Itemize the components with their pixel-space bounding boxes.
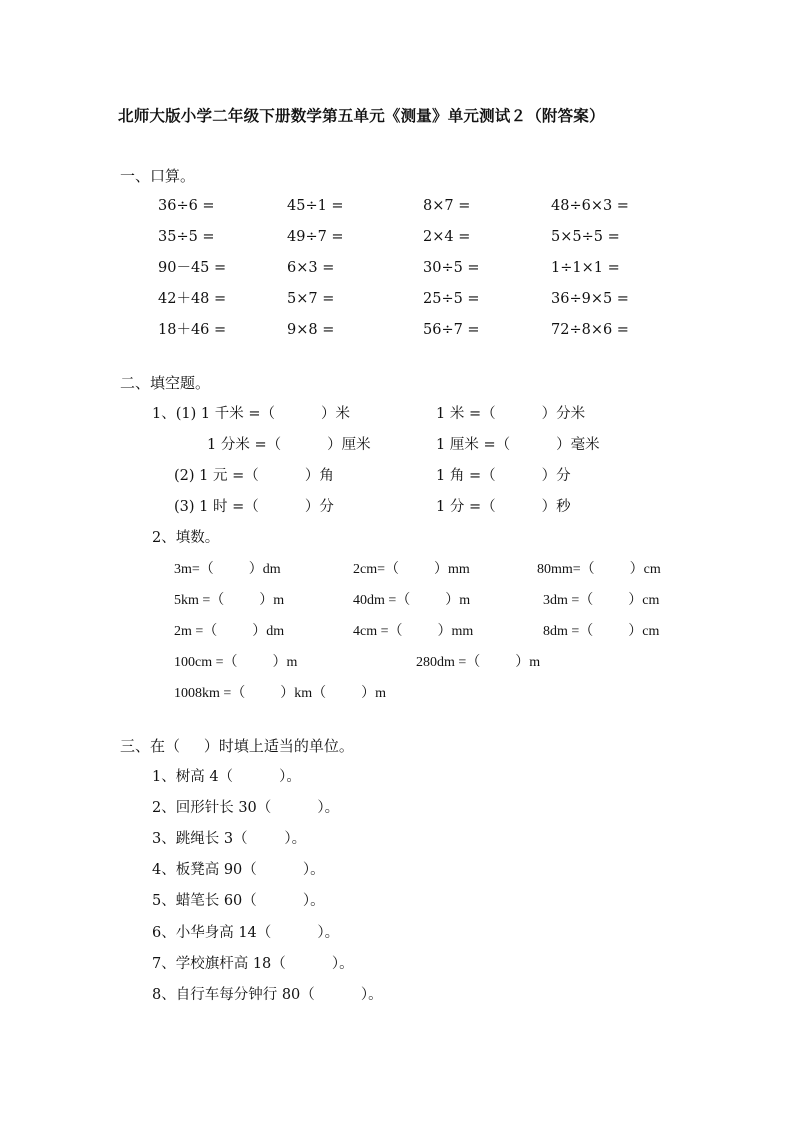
calc-problem: 42＋48 =: [158, 291, 227, 307]
calc-problem: 6×3 =: [287, 260, 335, 276]
list-item: 7、学校旗杆高 18（ ）。: [152, 956, 354, 972]
calc-problem: 56÷7 =: [423, 322, 480, 338]
fill-blank: 4cm =（ ）mm: [353, 624, 474, 639]
list-item: 2、回形针长 30（ ）。: [152, 800, 340, 816]
calc-problem: 5×5÷5 =: [551, 229, 620, 245]
fill-blank: 2m =（ ）dm: [174, 624, 285, 639]
fill-blank: 1、(1) 1 千米 =（ ）米: [152, 406, 351, 422]
fill-blank: 280dm =（ ）m: [416, 655, 541, 670]
calc-problem: 2×4 =: [423, 229, 471, 245]
fill-blank: 40dm =（ ）m: [353, 593, 471, 608]
fill-blank: 3dm =（ ）cm: [543, 593, 660, 608]
fill-blank: 1 分米 =（ ）厘米: [207, 437, 371, 453]
calc-problem: 45÷1 =: [287, 198, 344, 214]
fill-blank: 1 米 =（ ）分米: [436, 406, 586, 422]
fill-blank: 3m=（ ）dm: [174, 562, 281, 577]
calc-problem: 36÷9×5 =: [551, 291, 629, 307]
list-item: 3、跳绳长 3（ ）。: [152, 831, 307, 847]
calc-problem: 1÷1×1 =: [551, 260, 620, 276]
calc-problem: 9×8 =: [287, 322, 335, 338]
fill-blank: 100cm =（ ）m: [174, 655, 298, 670]
section-1-heading: 一、口算。: [120, 167, 196, 185]
calc-problem: 8×7 =: [423, 198, 471, 214]
fill-blank: 1 角 =（ ）分: [436, 468, 571, 484]
calc-problem: 36÷6 =: [158, 198, 215, 214]
list-item: 4、板凳高 90（ ）。: [152, 862, 325, 878]
calc-problem: 25÷5 =: [423, 291, 480, 307]
fill-blank: 2cm=（ ）mm: [353, 562, 470, 577]
calc-problem: 5×7 =: [287, 291, 335, 307]
fill-blank: 1008km =（ ）km（ ）m: [174, 686, 387, 701]
section-3-heading: 三、在（ ）时填上适当的单位。: [120, 737, 354, 755]
fill-blank: (3) 1 时 =（ ）分: [174, 499, 334, 515]
section-2-heading: 二、填空题。: [120, 374, 211, 392]
page-title: 北师大版小学二年级下册数学第五单元《测量》单元测试２（附答案）: [118, 106, 605, 125]
fill-blank: (2) 1 元 =（ ）角: [174, 468, 334, 484]
fill-blank: 5km =（ ）m: [174, 593, 285, 608]
calc-problem: 18＋46 =: [158, 322, 227, 338]
fill-blank: 80mm=（ ）cm: [537, 562, 661, 577]
calc-problem: 49÷7 =: [287, 229, 344, 245]
fill-blank: 1 分 =（ ）秒: [436, 499, 571, 515]
calc-problem: 35÷5 =: [158, 229, 215, 245]
calc-problem: 30÷5 =: [423, 260, 480, 276]
list-item: 8、自行车每分钟行 80（ ）。: [152, 987, 383, 1003]
list-item: 5、蜡笔长 60（ ）。: [152, 893, 325, 909]
calc-problem: 90－45 =: [158, 260, 227, 276]
calc-problem: 72÷8×6 =: [551, 322, 629, 338]
list-item: 6、小华身高 14（ ）。: [152, 925, 340, 941]
fill-blank: 8dm =（ ）cm: [543, 624, 660, 639]
list-item: 1、树高 4（ ）。: [152, 769, 301, 785]
q2-label: 2、填数。: [152, 530, 220, 546]
calc-problem: 48÷6×3 =: [551, 198, 629, 214]
fill-blank: 1 厘米 =（ ）毫米: [436, 437, 600, 453]
